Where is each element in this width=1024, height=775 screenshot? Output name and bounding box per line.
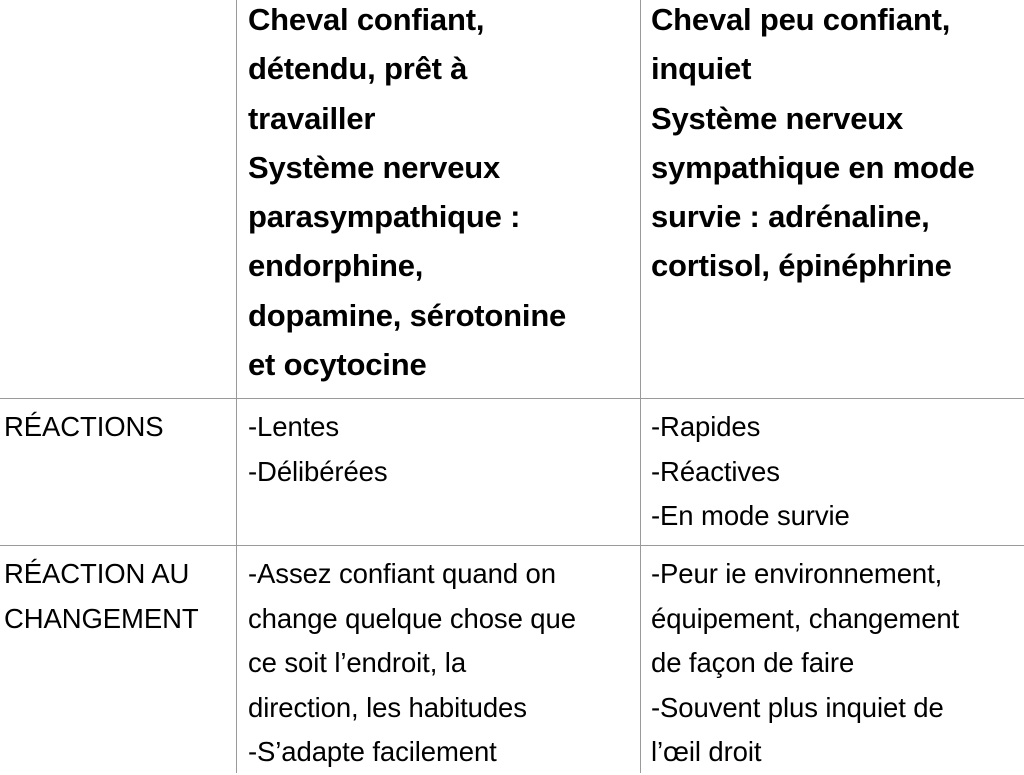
column-divider-2 [640,0,641,773]
header-cell-anxious-horse [651,0,1023,291]
cell-text: -Lentes [248,411,340,442]
header-text: dopamine, sérotonine [248,297,567,333]
cell-text: de façon de faire [651,647,855,678]
cell-text: -Souvent plus inquiet de [651,691,944,723]
cell-text: -Assez confiant quand on [248,558,556,589]
header-empty-cell [0,0,236,398]
header-cell-confident-horse [248,0,638,389]
cell-text: change quelque chose que [248,602,576,634]
header-text: Cheval confiant, [248,2,485,37]
cell-text: -Rapides [651,411,761,442]
reactions-anxious-cell [651,405,1023,539]
column-divider-1 [236,0,237,773]
row-label-reactions [4,405,234,450]
row-divider-2 [0,545,1024,546]
cell-text: -Réactives [651,455,780,487]
cell-text: direction, les habitudes [248,691,527,723]
change-confident-cell [248,552,638,775]
header-text: Système nerveux [248,149,501,185]
change-anxious-cell [651,552,1023,775]
reactions-confident-cell [248,405,638,494]
row-label-text: RÉACTION AU [4,558,190,589]
cell-text: -En mode survie [651,500,850,531]
header-text: Cheval peu confiant, [651,2,951,37]
header-text: parasympathique : [248,199,521,235]
cell-text: -Délibérées [248,455,388,487]
header-text: détendu, prêt à [248,51,468,87]
header-text: travailler [248,100,376,136]
row-divider-1 [0,398,1024,399]
header-text: sympathique en mode [651,149,975,185]
header-text: inquiet [651,51,752,87]
cell-text: équipement, changement [651,602,960,634]
cell-text: l’œil droit [651,736,762,767]
header-text: Système nerveux [651,100,904,136]
header-text: et ocytocine [248,347,427,383]
cell-text: -S’adapte facilement [248,736,497,767]
cell-text: -Peur ie environnement, [651,558,943,589]
header-text: cortisol, épinéphrine [651,248,952,284]
header-text: endorphine, [248,248,424,284]
row-label-text: CHANGEMENT [4,602,199,634]
row-label-text: RÉACTIONS [4,411,164,442]
cell-text: ce soit l’endroit, la [248,647,467,678]
header-text: survie : adrénaline, [651,199,930,235]
row-label-reaction-to-change [4,552,234,641]
